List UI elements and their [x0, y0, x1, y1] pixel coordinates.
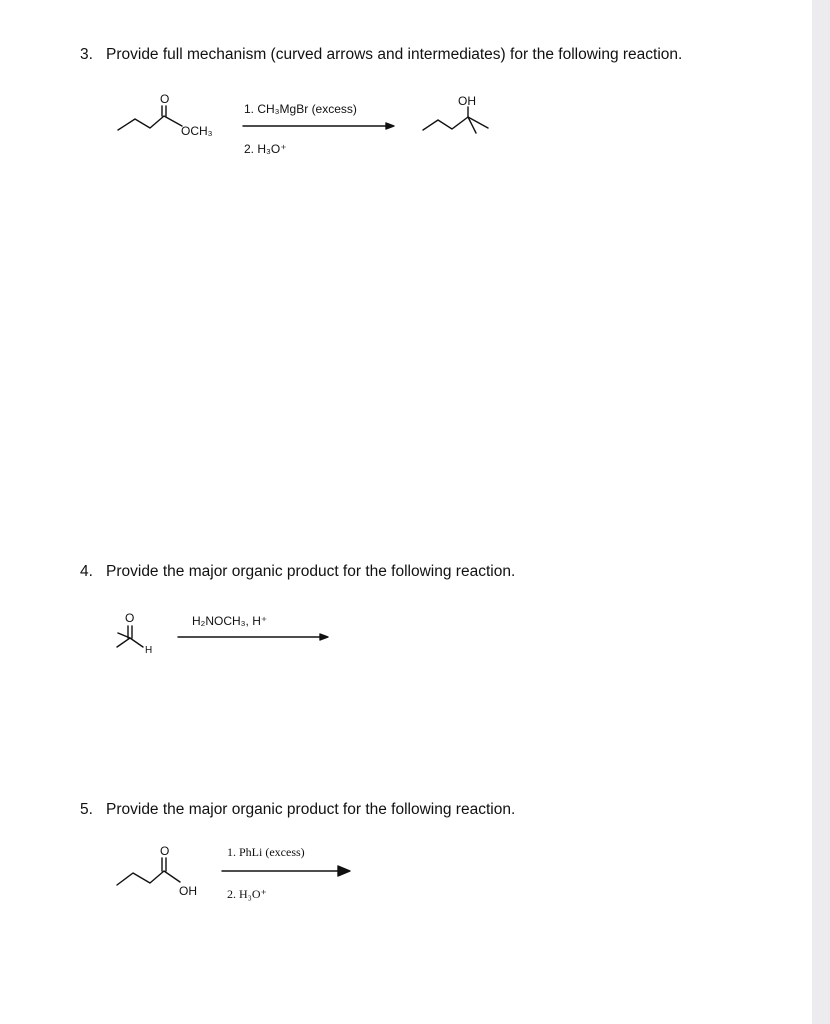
q4-reactant-chain [117, 638, 143, 647]
q5-reactant-chain [117, 871, 180, 885]
question-4 [80, 563, 515, 581]
q3-reactant-chain [118, 116, 182, 130]
q3-arrow-head [386, 123, 394, 129]
q5-reagent-step-1: 1. PhLi (excess) [227, 845, 305, 859]
q5-reactant-hydroxyl: OH [179, 884, 197, 898]
question-text: Provide full mechanism (curved arrows and intermediates) for the following reaction. [106, 46, 683, 63]
question-text: Provide the major organic product for the following reaction. [106, 563, 516, 580]
q4-reagent: H₂NOCH₃, H⁺ [192, 614, 268, 628]
question-5 [80, 801, 515, 819]
q5-arrow-head [338, 866, 350, 876]
question-number: 3. [80, 46, 93, 63]
q3-product-chain [423, 117, 488, 130]
question-text: Provide the major organic product for the following reaction. [106, 801, 516, 818]
question-number: 4. [80, 563, 93, 580]
q4-reactant-hydrogen: H [145, 645, 153, 656]
q5-reactant-oxygen: O [160, 844, 170, 858]
q4-reactant-oxygen: O [125, 611, 135, 625]
q5-reagent-step-2: 2. H₃O⁺ [227, 887, 267, 901]
question-number: 5. [80, 801, 93, 818]
q3-reactant-oxygen: O [160, 92, 170, 106]
q4-arrow-head [320, 634, 328, 640]
q3-reactant-methoxy: OCH₃ [181, 124, 213, 138]
q3-product-hydroxyl: OH [458, 94, 476, 108]
q3-reagent-step-1: 1. CH₃MgBr (excess) [244, 102, 357, 116]
q3-reagent-step-2: 2. H₃O⁺ [244, 142, 287, 156]
